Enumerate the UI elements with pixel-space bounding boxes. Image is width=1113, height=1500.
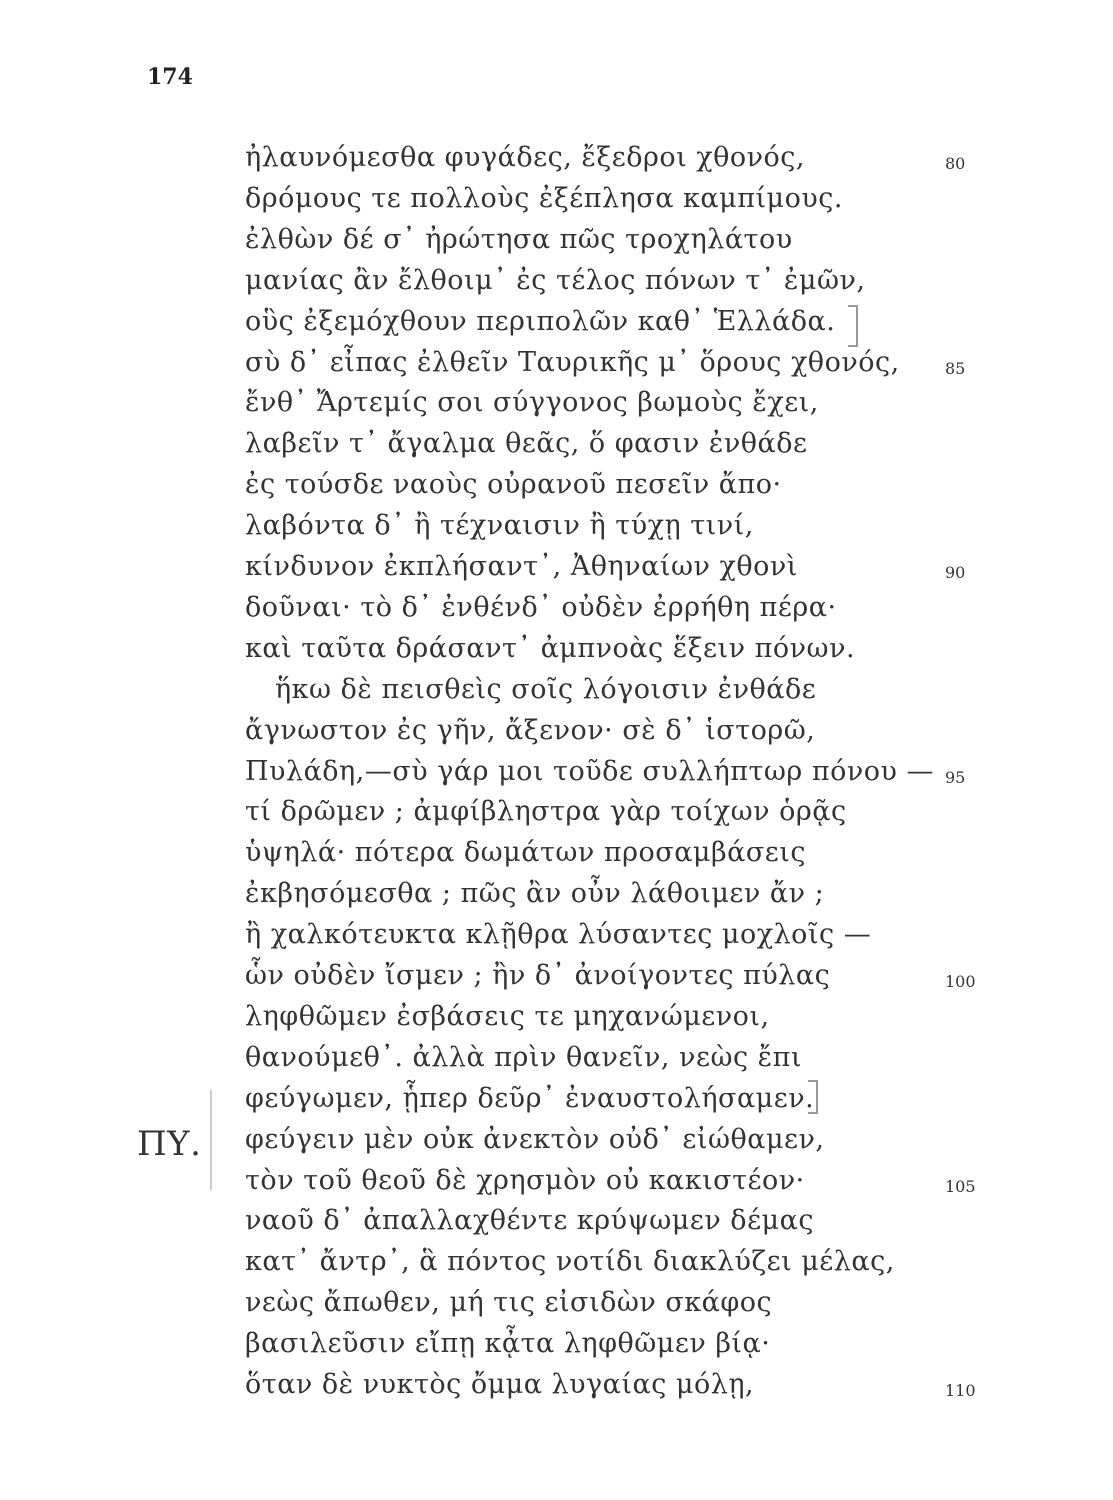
verse-line-text: ἢ χαλκότευκτα κλῇθρα λύσαντες μοχλοῖς — [245, 919, 872, 950]
verse-line-text: δρόμους τε πολλοὺς ἐξέπλησα καμπίμους. [245, 183, 843, 214]
verse-line [245, 756, 934, 787]
verse-line-text: ἠλαυνόμεσθα φυγάδες, ἔξεδροι χθονός, [245, 142, 806, 173]
verse-line [245, 1165, 805, 1196]
verse-line-text: ληφθῶμεν ἐσβάσεις τε μηχανώμενοι, [245, 1001, 770, 1032]
verse-line-text: βασιλεῦσιν εἴπῃ κᾆτα ληφθῶμεν βίᾳ· [245, 1328, 771, 1359]
verse-line-text: τὸν τοῦ θεοῦ δὲ χρησμὸν οὐ κακιστέον· [245, 1165, 805, 1196]
verse-line [245, 1328, 770, 1359]
verse-line-text: φεύγειν μὲν οὐκ ἀνεκτὸν οὐδ᾽ εἰώθαμεν, [245, 1124, 825, 1155]
verse-line-text: ὧν οὐδὲν ἴσμεν ; ἢν δ᾽ ἀνοίγοντες πύλας [245, 960, 831, 991]
verse-line-text: ἐς τούσδε ναοὺς οὐρανοῦ πεσεῖν ἄπο· [245, 469, 782, 500]
verse-line-text: λαβόντα δ᾽ ἢ τέχναισιν ἢ τύχῃ τινί, [245, 510, 754, 541]
verse-line [245, 1246, 895, 1277]
margin-mark [210, 1090, 212, 1190]
verse-line-text: ἔνθ᾽ Ἄρτεμίς σοι σύγγονος βωμοὺς ἔχει, [245, 387, 819, 418]
verse-line [245, 1369, 754, 1400]
verse-line-text: φεύγωμεν, ᾗπερ δεῦρ᾽ ἐναυστολήσαμεν. [245, 1083, 815, 1114]
verse-line-text: ὅταν δὲ νυκτὸς ὄμμα λυγαίας μόλῃ, [245, 1369, 755, 1400]
verse-line [245, 428, 808, 459]
verse-line [137, 1124, 825, 1164]
verse-line [245, 347, 900, 378]
line-number: 95 [945, 768, 966, 787]
verse-line-text: ὑψηλά· πότερα δωμάτων προσαμβάσεις [245, 837, 806, 868]
verse-line-text: Πυλάδη,—σὺ γάρ μοι τοῦδε συλλήπτωρ πόνου — [245, 756, 935, 787]
verse-line [245, 306, 835, 337]
verse-line-text: μανίας ἂν ἔλθοιμ᾽ ἐς τέλος πόνων τ᾽ ἐμῶν, [245, 265, 866, 296]
verse-line-text: δοῦναι· τὸ δ᾽ ἐνθένδ᾽ οὐδὲν ἐρρήθη πέρα· [245, 592, 837, 623]
verse-line-text: καὶ ταῦτα δράσαντ᾽ ἀμπνοὰς ἕξειν πόνων. [245, 633, 856, 664]
verse-line [245, 183, 843, 214]
verse-line [245, 224, 793, 255]
verse-line-text: ναοῦ δ᾽ ἀπαλλαχθέντε κρύψωμεν δέμας [245, 1205, 814, 1236]
verse-line [245, 633, 855, 664]
line-number: 90 [945, 563, 966, 582]
verse-line [275, 674, 816, 705]
verse-line [245, 387, 819, 418]
line-number: 85 [945, 359, 966, 378]
line-number: 80 [945, 154, 966, 173]
page-number: 174 [147, 64, 193, 90]
verse-line [245, 878, 824, 909]
verse-line [245, 265, 865, 296]
verse-line [245, 796, 847, 827]
line-number: 100 [945, 972, 976, 991]
speaker-label: ΠΥ. [137, 1124, 202, 1164]
verse-line [245, 1083, 814, 1114]
verse-line-text: σὺ δ᾽ εἶπας ἐλθεῖν Ταυρικῆς μ᾽ ὅρους χθονός, [245, 347, 900, 378]
verse-line-text: ἥκω δὲ πεισθεὶς σοῖς λόγοισιν ἐνθάδε [275, 674, 817, 705]
verse-line [245, 142, 805, 173]
bracket-mark [808, 1080, 818, 1114]
verse-line [245, 469, 782, 500]
verse-line [245, 919, 871, 950]
verse-line-text: ἐκβησόμεσθα ; πῶς ἂν οὖν λάθοιμεν ἄν ; [245, 878, 825, 909]
verse-line-text: κατ᾽ ἄντρ᾽, ἃ πόντος νοτίδι διακλύζει μέλας, [245, 1246, 895, 1277]
verse-line [245, 715, 815, 746]
bracket-mark [848, 305, 858, 347]
verse-line-text: λαβεῖν τ᾽ ἄγαλμα θεᾶς, ὅ φασιν ἐνθάδε [245, 428, 808, 459]
verse-line [245, 960, 830, 991]
verse-line [245, 592, 837, 623]
verse-line [245, 510, 754, 541]
verse-line-text: ἐλθὼν δέ σ᾽ ἠρώτησα πῶς τροχηλάτου [245, 224, 793, 255]
verse-line-text: θανούμεθ᾽. ἀλλὰ πρὶν θανεῖν, νεὼς ἔπι [245, 1042, 802, 1073]
verse-line-text: νεὼς ἄπωθεν, μή τις εἰσιδὼν σκάφος [245, 1287, 773, 1318]
verse-line-text: οὓς ἐξεμόχθουν περιπολῶν καθ᾽ Ἑλλάδα. [245, 306, 836, 337]
verse-line-text: κίνδυνον ἐκπλήσαντ᾽, Ἀθηναίων χθονὶ [245, 551, 798, 582]
line-number: 110 [945, 1381, 976, 1400]
verse-line [245, 551, 798, 582]
verse-line [245, 1205, 814, 1236]
verse-line-text: τί δρῶμεν ; ἀμφίβληστρα γὰρ τοίχων ὁρᾷς [245, 796, 847, 827]
verse-line [245, 1042, 802, 1073]
verse-line [245, 837, 806, 868]
verse-line [245, 1001, 770, 1032]
verse-line-text: ἄγνωστον ἐς γῆν, ἄξενον· σὲ δ᾽ ἱστορῶ, [245, 715, 816, 746]
verse-line [245, 1287, 772, 1318]
line-number: 105 [945, 1177, 976, 1196]
